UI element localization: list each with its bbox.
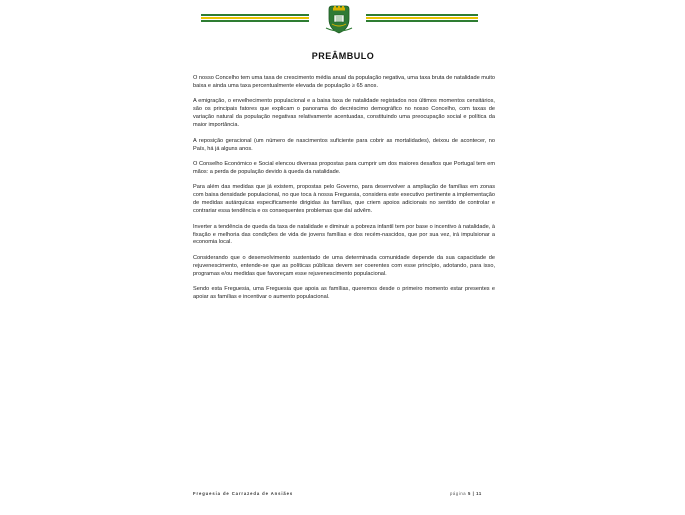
document-title: PREÂMBULO — [311, 51, 375, 61]
paragraph-1: O nosso Concelho tem uma taxa de crescimento média anual da população negativa, uma taxa bruta de natalidade muito baixa e ainda uma taxa percentualmente elevada de população ≥ 65 anos. — [193, 75, 495, 89]
footer-page-value: 5 | 11 — [467, 491, 482, 496]
paragraph-8: Sendo esta Freguesia, uma Freguesia que apoia as famílias, queremos desde o primeiro momento estar presentes e apoiar as famílias e incentivar o aumento populacional. — [193, 286, 495, 301]
paragraph-3: A reposição geracional (um número de nascimentos suficiente para cobrir as mortalidades), deixou de acontecer, no País, há já alguns anos. — [193, 137, 495, 152]
paragraph-5: Para além das medidas que já existem, propostas pelo Governo, para desenvolver a ampliação de famílias em zonas com baixa densidade populacional, no que toca à nossa Freguesia, considera este executivo pertinente a implementação de medidas autárquicas especificamente dirigidas às famílias, que criem apoios adicionais no sentido de controlar e contrariar essa tendência e os consequentes problemas que daí advêm. — [193, 184, 495, 215]
paragraph-6: Inverter a tendência de queda da taxa de natalidade e diminuir a pobreza infantil tem por base o incentivo à natalidade, à fixação e melhoria das condições de vida de jovens famílias e dos recém-nascidos, que por sua vez, irá impulsionar a economia local. — [193, 223, 495, 246]
paragraph-4: O Conselho Económico e Social elencou diversas propostas para cumprir um dos maiores desafios que Portugal tem em mãos: a perda de população devido à queda da natalidade. — [193, 161, 495, 175]
footer-organization: Freguesia de Carrazeda de Ansiães — [193, 491, 294, 496]
footer-page-label: página — [450, 491, 467, 496]
footer-page-number — [450, 491, 482, 496]
municipal-coat-of-arms-icon — [323, 4, 355, 34]
paragraph-2: A emigração, o envelhecimento populacional e a baixa taxa de natalidade registados nos últimos momentos censitários, são os principais fatores que explicam o panorama do decréscimo demográfico no nosso Concelho, com taxas de variação natural da população negativas relativamente acentuadas, constituindo uma preocupação social e política da maior importância. — [193, 98, 495, 129]
document-body — [193, 75, 495, 310]
paragraph-7: Considerando que o desenvolvimento sustentado de uma determinada comunidade depende da sua capacidade de rejuvenescimento, entende-se que as políticas públicas devem ser coerentes com esse princípio, adotando, para isso, programas e/ou medidas que favoreçam esse rejuvenescimento populacional. — [193, 254, 495, 277]
document-page — [168, 0, 518, 515]
